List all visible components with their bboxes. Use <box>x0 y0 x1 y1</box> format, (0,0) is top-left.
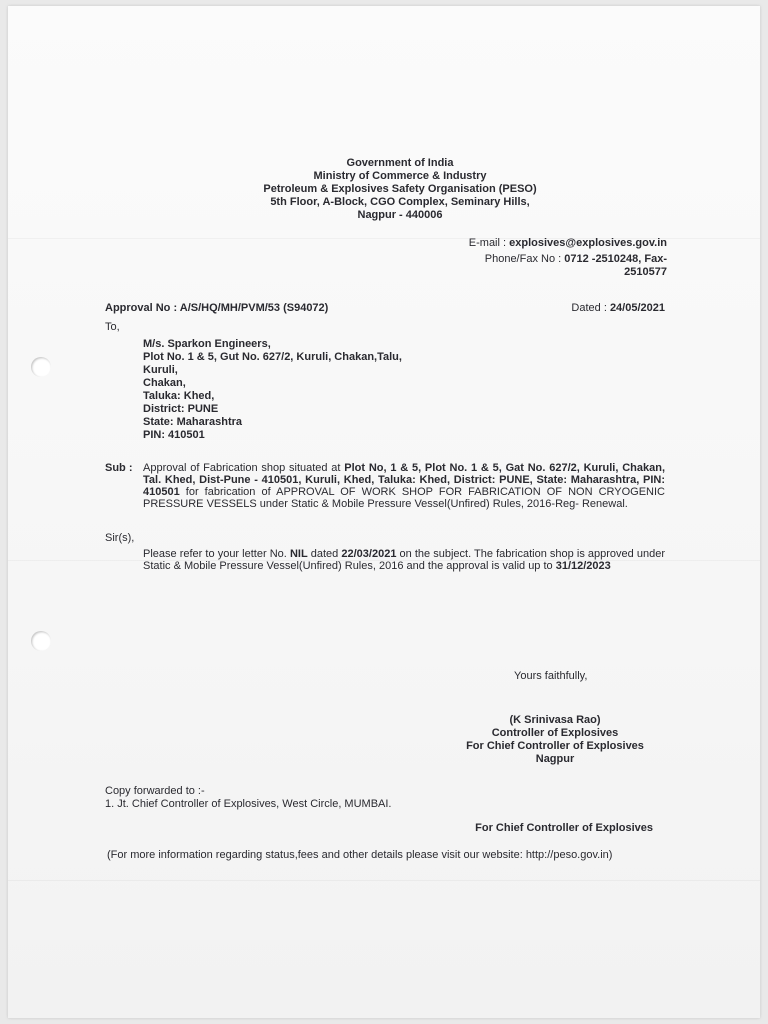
header-line-5: Nagpur - 440006 <box>357 209 443 221</box>
address-line: Taluka: Khed, <box>143 390 215 402</box>
address-line: Chakan, <box>143 377 186 389</box>
email-line <box>380 237 667 249</box>
subject-label: Sub : <box>105 462 133 474</box>
approval-date: Dated : 24/05/2021 <box>571 302 665 314</box>
signatory-designation: Controller of Explosives <box>491 727 619 739</box>
phone-number: 0712 -2510248, Fax- <box>564 253 667 265</box>
fax-number: 2510577 <box>624 266 667 278</box>
to-label: To, <box>105 321 120 333</box>
punch-hole <box>31 357 51 377</box>
header-line-4: 5th Floor, A-Block, CGO Complex, Seminary Hills, <box>270 196 530 208</box>
header-line-3: Petroleum & Explosives Safety Organisation (PESO) <box>263 183 537 195</box>
punch-hole <box>31 631 51 651</box>
email-address: explosives@explosives.gov.in <box>509 237 667 249</box>
address-line: Kuruli, <box>143 364 178 376</box>
address-line: Plot No. 1 & 5, Gut No. 627/2, Kuruli, Chakan,Talu, <box>143 351 402 363</box>
email-label: E-mail : <box>468 237 507 249</box>
address-line: M/s. Sparkon Engineers, <box>143 338 271 350</box>
body-paragraph: Please refer to your letter No. NIL dated 22/03/2021 on the subject. The fabrication shop is approved under Static & Mobile Pressure Vessel(Unfired) Rules, 2016 and the approval is valid up to 31/12/2023 <box>143 548 666 572</box>
signatory-for-line: For Chief Controller of Explosives <box>466 740 644 752</box>
signatory-name: (K Srinivasa Rao) <box>509 714 601 726</box>
address-line: State: Maharashtra <box>143 416 243 428</box>
address-line: District: PUNE <box>143 403 219 415</box>
approval-number: Approval No : A/S/HQ/MH/PVM/53 (S94072) <box>105 302 329 314</box>
closing: Yours faithfully, <box>514 670 588 682</box>
copy-item: 1. Jt. Chief Controller of Explosives, West Circle, MUMBAI. <box>105 798 392 810</box>
signatory-place: Nagpur <box>535 753 575 765</box>
phone-label: Phone/Fax No : <box>484 253 562 265</box>
address-line: PIN: 410501 <box>143 429 205 441</box>
copy-label: Copy forwarded to :- <box>105 785 205 797</box>
paper-fold <box>8 880 760 881</box>
subject-text: Approval of Fabrication shop situated at Plot No, 1 & 5, Plot No. 1 & 5, Gat No. 627/2, Kuruli, Chakan, Tal. Khed, Dist-Pune - 410501, Kuruli, Khed, Taluka: Khed, District: PUNE, State: Maharashtra, PIN: 410501 for fabrication of APPROVAL OF WORK SHOP FOR FABRICATION OF NON CRYOGENIC PRESSURE VESSELS under Static & Mobile Pressure Vessel(Unfired) Rules, 2016-Reg- Renewal. <box>143 462 665 510</box>
phone-line <box>380 253 667 265</box>
footer-note: (For more information regarding status,fees and other details please visit our website: http://peso.gov.in) <box>107 849 613 861</box>
header-line-1: Government of India <box>346 157 454 169</box>
copy-for-line: For Chief Controller of Explosives <box>475 822 653 834</box>
header-line-2: Ministry of Commerce & Industry <box>313 170 487 182</box>
salutation: Sir(s), <box>105 532 135 544</box>
